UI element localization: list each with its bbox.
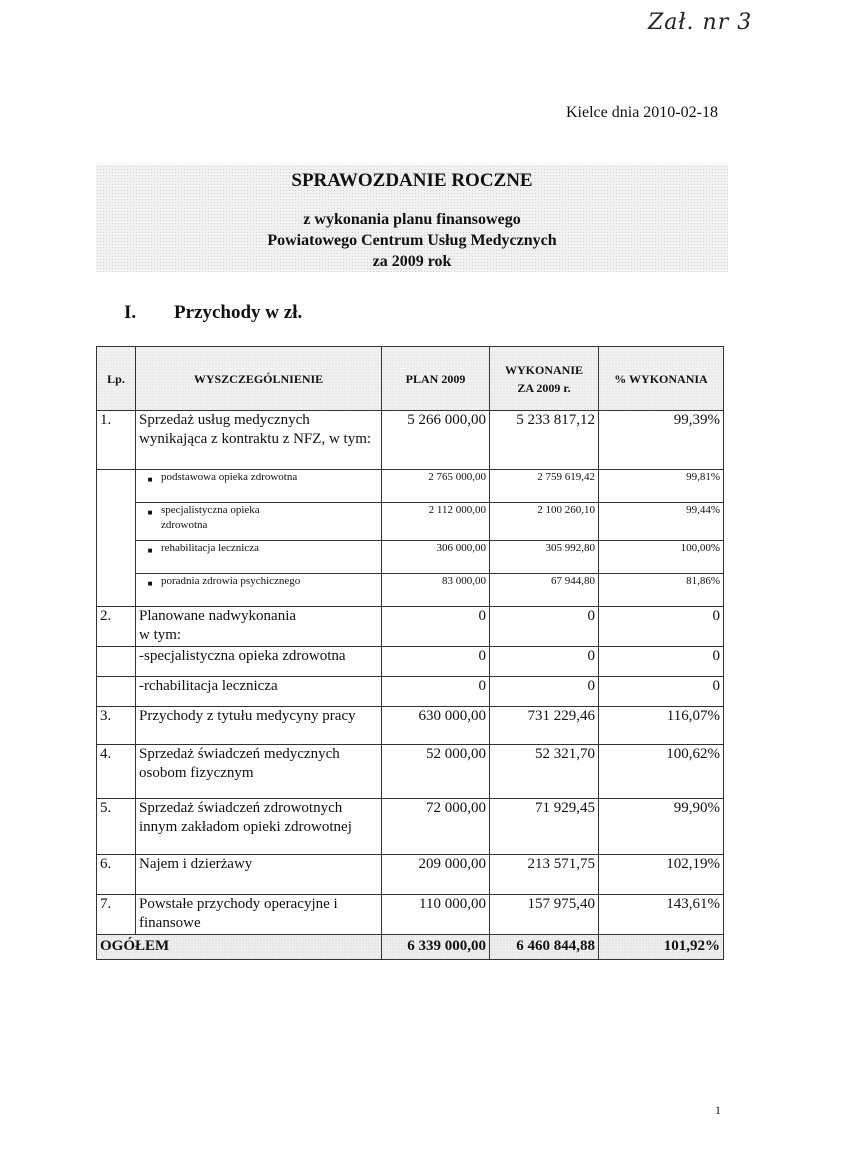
row-description-line-2: w tym: xyxy=(139,627,182,643)
row-percent: 0 xyxy=(599,647,724,677)
row-description: Przychody z tytułu medycyny pracy xyxy=(136,707,382,745)
table-row xyxy=(97,647,724,677)
table-row xyxy=(97,607,724,647)
row-description: Najem i dzierżawy xyxy=(136,855,382,895)
total-percent: 101,92% xyxy=(599,935,724,960)
row-plan: 0 xyxy=(382,647,490,677)
row-percent: 99,90% xyxy=(599,799,724,855)
row-description: Sprzedaż usług medycznych wynikająca z kontraktu z NFZ, w tym: xyxy=(136,411,382,470)
row-description: ■ specjalistyczna opieka zdrowotna xyxy=(136,503,382,541)
section-heading xyxy=(124,302,302,324)
row-percent: 99,44% xyxy=(599,503,724,541)
table-subrow xyxy=(97,574,724,607)
row-percent: 100,62% xyxy=(599,745,724,799)
table-row xyxy=(97,799,724,855)
row-execution: 2 100 260,10 xyxy=(490,503,599,541)
total-row xyxy=(97,935,724,960)
subtitle-line-3: za 2009 rok xyxy=(372,253,452,270)
subtitle-line-2: Powiatowego Centrum Usług Medycznych xyxy=(267,232,557,249)
table-subrow xyxy=(97,503,724,541)
table-row xyxy=(97,855,724,895)
row-execution: 71 929,45 xyxy=(490,799,599,855)
row-plan: 2 112 000,00 xyxy=(382,503,490,541)
row-plan: 0 xyxy=(382,677,490,707)
row-lp: 1. xyxy=(97,411,136,470)
row-description-line-1: Planowane nadwykonania xyxy=(139,608,297,624)
row-percent: 0 xyxy=(599,677,724,707)
row-plan: 630 000,00 xyxy=(382,707,490,745)
section-title: Przychody w zł. xyxy=(174,302,303,323)
report-subtitle xyxy=(96,209,728,272)
table-row xyxy=(97,745,724,799)
header-description: WYSZCZEGÓLNIENIE xyxy=(136,347,382,411)
subtitle-line-1: z wykonania planu finansowego xyxy=(303,211,521,228)
row-execution: 0 xyxy=(490,607,599,647)
header-execution-line-1: WYKONANIE xyxy=(504,362,583,377)
table-subrow xyxy=(97,470,724,503)
row-lp: 4. xyxy=(97,745,136,799)
report-title: SPRAWOZDANIE ROCZNE xyxy=(291,170,533,191)
bullet-icon: ■ xyxy=(147,579,153,588)
row-plan: 110 000,00 xyxy=(382,895,490,935)
row-lp-empty xyxy=(97,541,136,574)
row-description: ■ poradnia zdrowia psychicznego xyxy=(136,574,382,607)
row-lp-empty xyxy=(97,470,136,503)
row-plan: 306 000,00 xyxy=(382,541,490,574)
row-execution: 157 975,40 xyxy=(490,895,599,935)
total-label: OGÓŁEM xyxy=(97,935,382,960)
row-percent: 116,07% xyxy=(599,707,724,745)
row-lp-empty xyxy=(97,677,136,707)
row-lp-empty xyxy=(97,503,136,541)
row-execution: 67 944,80 xyxy=(490,574,599,607)
row-lp-empty xyxy=(97,574,136,607)
row-lp: 3. xyxy=(97,707,136,745)
row-execution: 0 xyxy=(490,647,599,677)
row-plan: 72 000,00 xyxy=(382,799,490,855)
total-execution: 6 460 844,88 xyxy=(490,935,599,960)
header-execution xyxy=(490,347,599,411)
header-lp: Lp. xyxy=(97,347,136,411)
row-description: ■ podstawowa opieka zdrowotna xyxy=(136,470,382,503)
row-execution: 305 992,80 xyxy=(490,541,599,574)
attachment-annotation: Zał. nr 3 xyxy=(648,10,753,35)
row-description: Sprzedaż świadczeń medycznych osobom fizycznym xyxy=(136,745,382,799)
row-plan: 2 765 000,00 xyxy=(382,470,490,503)
row-percent: 99,81% xyxy=(599,470,724,503)
row-plan: 0 xyxy=(382,607,490,647)
row-execution: 2 759 619,42 xyxy=(490,470,599,503)
table-row xyxy=(97,677,724,707)
row-execution: 0 xyxy=(490,677,599,707)
bullet-icon: ■ xyxy=(147,475,153,484)
row-execution: 52 321,70 xyxy=(490,745,599,799)
row-execution: 731 229,46 xyxy=(490,707,599,745)
header-percent: % WYKONANIA xyxy=(599,347,724,411)
table-header-row xyxy=(97,347,724,411)
row-percent: 143,61% xyxy=(599,895,724,935)
table-row xyxy=(97,707,724,745)
row-lp: 5. xyxy=(97,799,136,855)
section-number: I. xyxy=(124,302,137,323)
table-row xyxy=(97,411,724,470)
row-description: Powstałe przychody operacyjne i finansowe xyxy=(136,895,382,935)
row-lp: 2. xyxy=(97,607,136,647)
row-description xyxy=(136,607,382,647)
row-lp: 6. xyxy=(97,855,136,895)
header-execution-line-2: ZA 2009 r. xyxy=(517,380,571,395)
title-block xyxy=(96,165,728,272)
row-description: ■ rehabilitacja lecznicza xyxy=(136,541,382,574)
row-plan: 5 266 000,00 xyxy=(382,411,490,470)
row-percent: 99,39% xyxy=(599,411,724,470)
bullet-icon: ■ xyxy=(147,546,153,555)
table-subrow xyxy=(97,541,724,574)
row-description: -rchabilitacja lecznicza xyxy=(136,677,382,707)
table-row xyxy=(97,895,724,935)
row-percent: 81,86% xyxy=(599,574,724,607)
row-plan: 52 000,00 xyxy=(382,745,490,799)
bullet-icon: ■ xyxy=(147,508,153,517)
row-percent: 100,00% xyxy=(599,541,724,574)
document-date: Kielce dnia 2010-02-18 xyxy=(566,104,718,121)
row-lp: 7. xyxy=(97,895,136,935)
row-plan: 209 000,00 xyxy=(382,855,490,895)
total-plan: 6 339 000,00 xyxy=(382,935,490,960)
page-number: 1 xyxy=(715,1103,721,1117)
row-lp-empty xyxy=(97,647,136,677)
header-plan: PLAN 2009 xyxy=(382,347,490,411)
row-description: Sprzedaż świadczeń zdrowotnych innym zakładom opieki zdrowotnej xyxy=(136,799,382,855)
row-percent: 0 xyxy=(599,607,724,647)
row-percent: 102,19% xyxy=(599,855,724,895)
row-description: -specjalistyczna opieka zdrowotna xyxy=(136,647,382,677)
row-execution: 5 233 817,12 xyxy=(490,411,599,470)
revenue-table xyxy=(96,346,724,960)
row-execution: 213 571,75 xyxy=(490,855,599,895)
row-plan: 83 000,00 xyxy=(382,574,490,607)
